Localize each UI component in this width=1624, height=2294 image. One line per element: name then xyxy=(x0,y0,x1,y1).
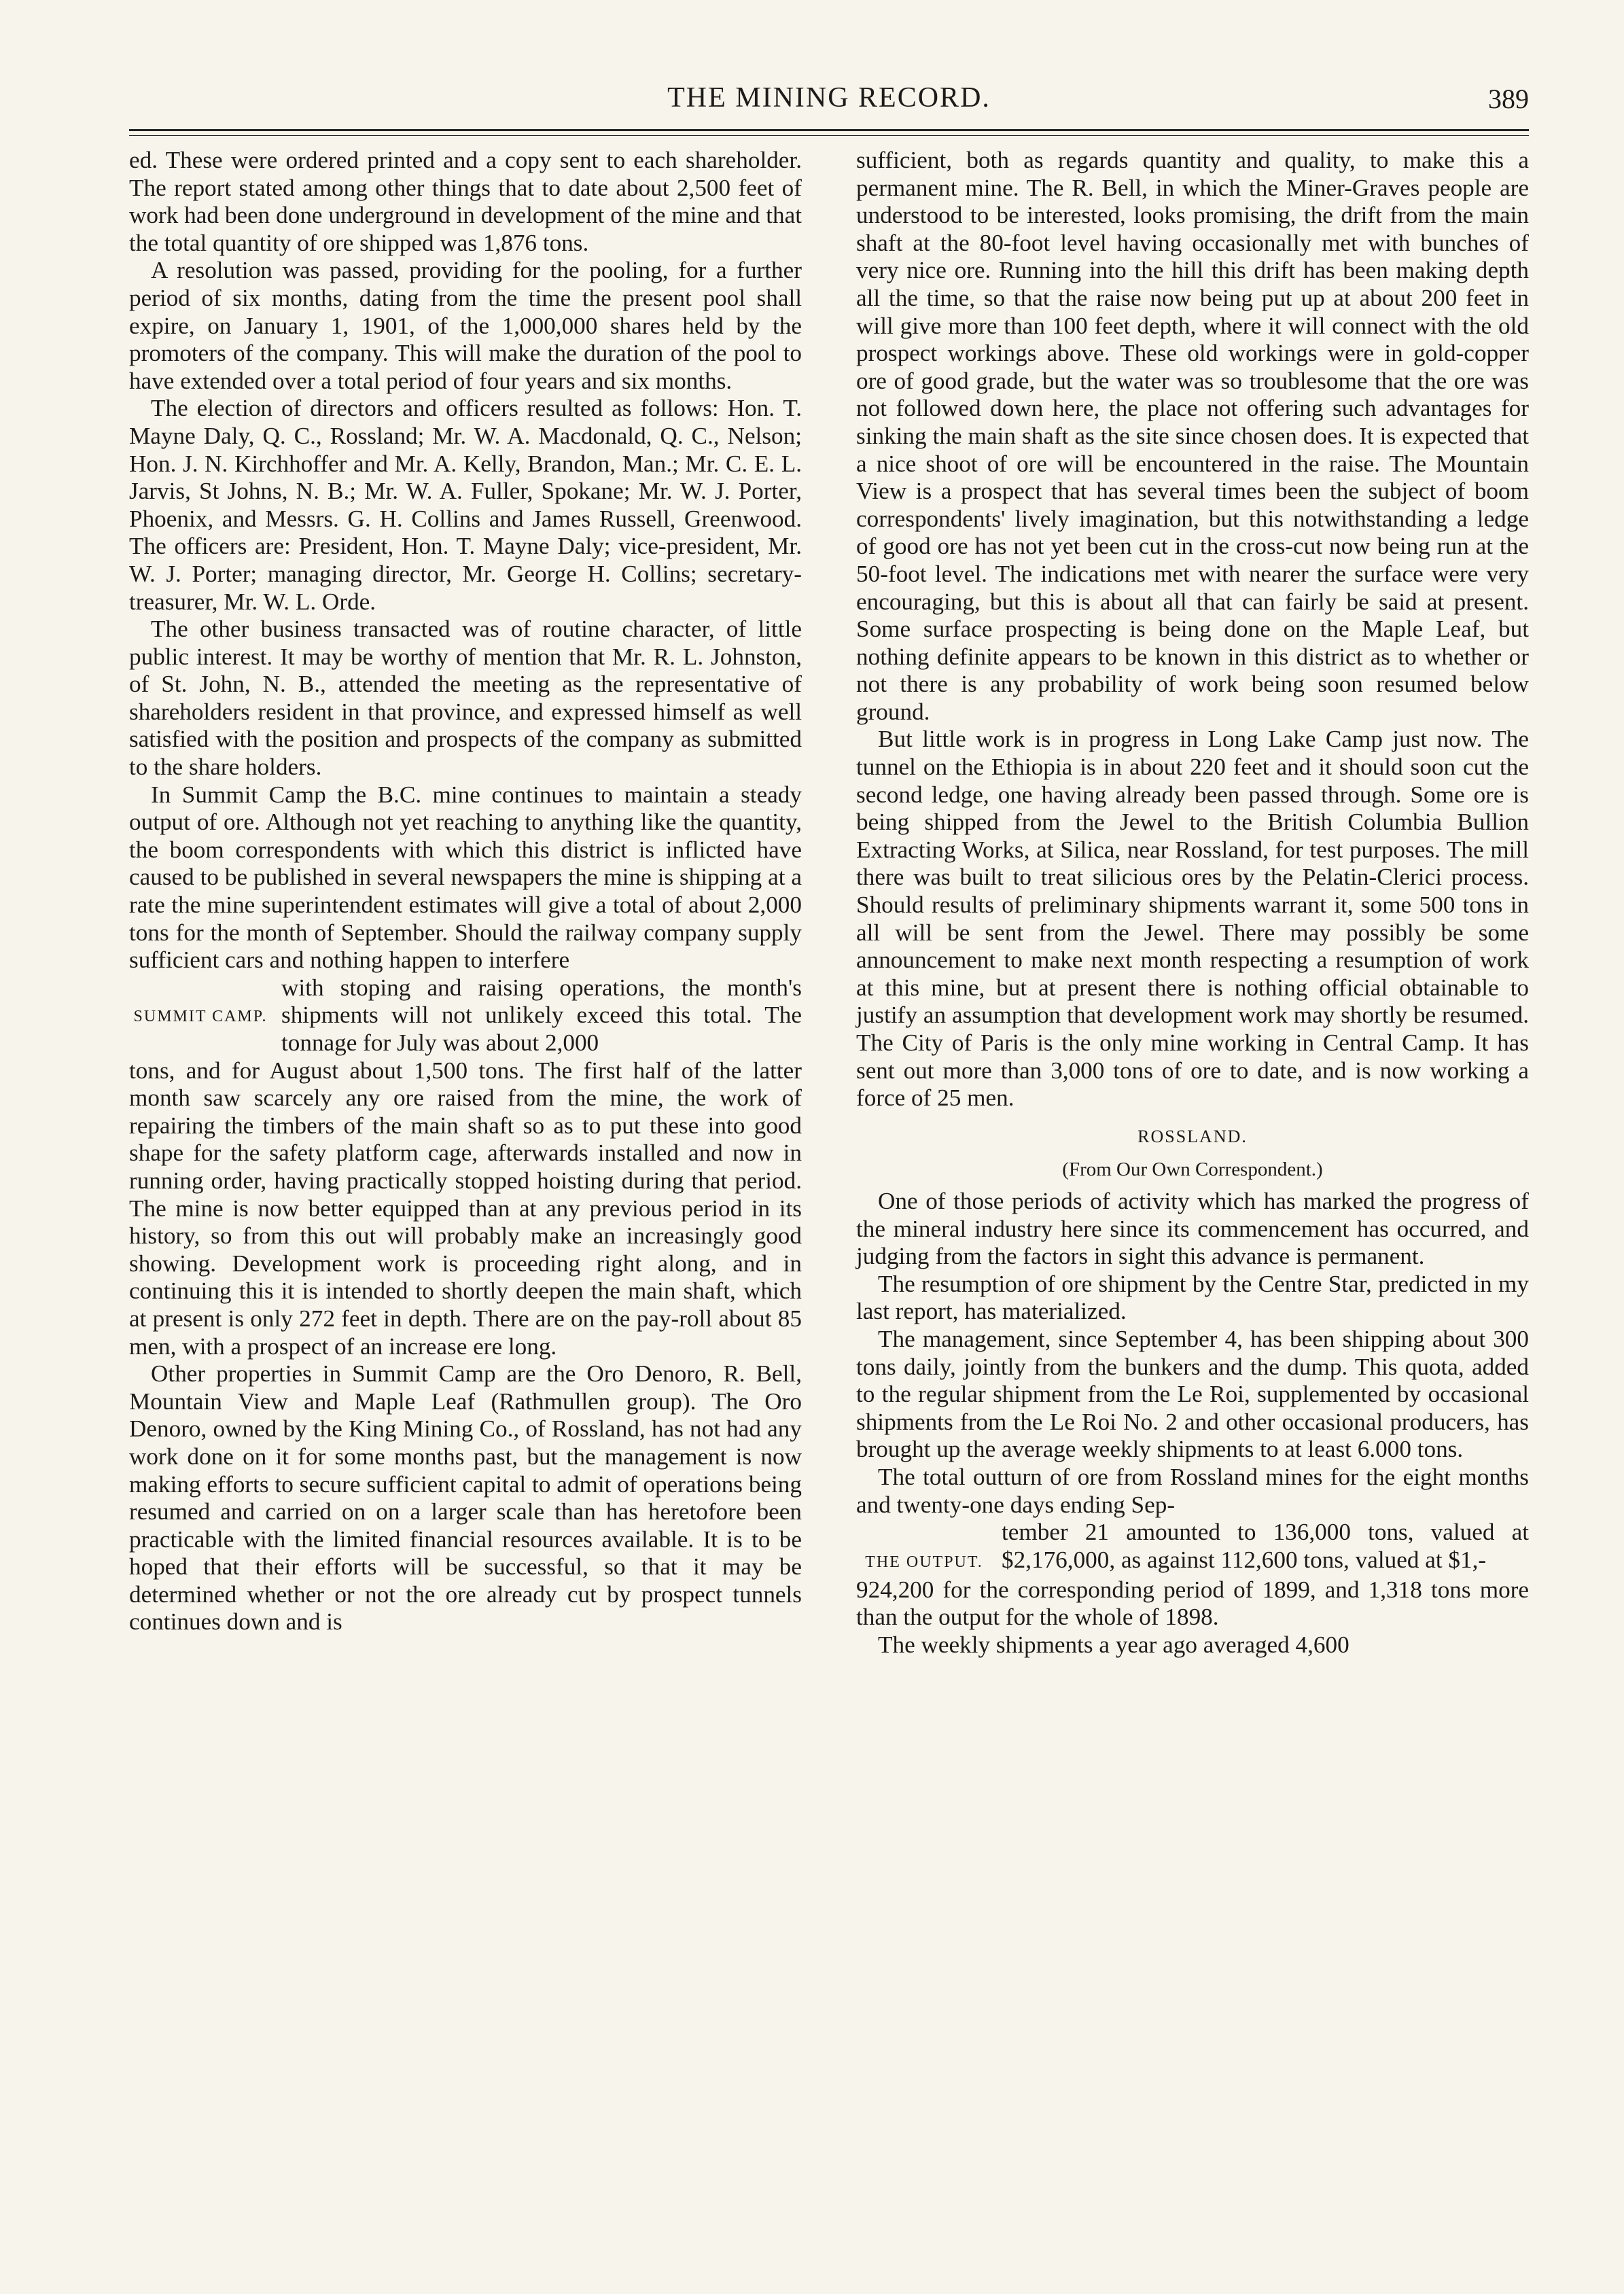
paragraph: The total outturn of ore from Rossland mines for the eight months and twenty-one days ending Sep- xyxy=(856,1463,1529,1518)
paragraph: In Summit Camp the B.C. mine continues to maintain a steady output of ore. Although not yet reaching to anything like the quantity, the boom correspondents with which this district is inflicted have caused to be published in several newspapers the mine is shipping at a rate the mine superintendent estimates will give a total of about 2,000 tons for the month of September. Should the railway company supply sufficient cars and nothing happen to interfere xyxy=(129,781,802,974)
paragraph: tons, and for August about 1,500 tons. The first half of the latter month saw scarcely any ore raised from the mine, the work of repairing the timbers of the main shaft so as to put these into good shape for the safety platform cage, afterwards installed and now in running order, having practically stopped hoisting during that period. The mine is now better equipped than at any previous period in its history, so from this out will probably make an increasingly good showing. Development work is proceeding right along, and in continuing this it is intended to shortly deepen the main shaft, which at present is only 272 feet in depth. There are on the pay-roll about 85 men, with a prospect of an increase ere long. xyxy=(129,1057,802,1360)
paragraph: The management, since September 4, has been shipping about 300 tons daily, jointly from the bunkers and the dump. This quota, added to the regular shipment from the Le Roi, supplemented by occasional shipments from the Le Roi No. 2 and other occasional producers, has brought up the average weekly shipments to at least 6.000 tons. xyxy=(856,1325,1529,1463)
paragraph: One of those periods of activity which has marked the progress of the mineral industry here since its commencement has occurred, and judging from the factors in sight this advance is permanent. xyxy=(856,1187,1529,1270)
paragraph: But little work is in progress in Long Lake Camp just now. The tunnel on the Ethiopia is in about 220 feet and it should soon cut the second ledge, one having already been passed through. Some ore is being shipped from the Jewel to the British Columbia Bullion Extracting Works, at Silica, near Rossland, for test purposes. The mill there was built to treat silicious ores by the Pelatin-Clerici process. Should results of preliminary shipments warrant it, some 500 tons in all will be sent from the Jewel. There may possibly be some announcement to make next month respecting a resumption of work at this mine, but at present there is nothing official obtainable to justify an assumption that development work may shortly be resumed. The City of Paris is the only mine working in Central Camp. It has sent out more than 3,000 tons of ore to date, and is now working a force of 25 men. xyxy=(856,726,1529,1112)
journal-title: THE MINING RECORD. xyxy=(667,82,991,113)
left-column xyxy=(129,147,802,1636)
paragraph: The weekly shipments a year ago averaged 4,600 xyxy=(878,1631,1349,1658)
paragraph-beside-note: tember 21 amounted to 136,000 tons, valued at $2,176,000, as against 112,600 tons, valued at $1,- xyxy=(1002,1519,1529,1573)
page-number: 389 xyxy=(1488,84,1529,114)
paragraph: sufficient, both as regards quantity and quality, to make this a permanent mine. The R. Bell, in which the Miner-Graves people are understood to be interested, looks promising, the drift from the main shaft at the 80-foot level having occasionally met with bunches of very nice ore. Running into the hill this drift has been making depth all the time, so that the raise now being put up at about 200 feet in will give more than 100 feet depth, where it will connect with the old prospect workings above. These old workings were in gold-copper ore of good grade, but the water was so troublesome that the ore was not followed down here, the place not offering such advantages for sinking the main shaft as the site since chosen does. It is expected that a nice shoot of ore will be encountered in the raise. The Mountain View is a prospect that has several times been the subject of boom correspondents' lively imagination, but this notwithstanding a ledge of good ore has not yet been cut in the cross-cut now being run at the 50-foot level. The indications met with nearer the surface were very encouraging, but this is about all that can fairly be said at present. Some surface prospecting is being done on the Maple Leaf, but nothing definite appears to be known in this district as to whether or not there is any probability of work being soon resumed below ground. xyxy=(856,147,1529,725)
paragraph: Other properties in Summit Camp are the Oro Denoro, R. Bell, Mountain View and Maple Leaf (Rathmullen group). The Oro Denoro, owned by the King Mining Co., of Rossland, has not had any work done on it for some months past, but the management is now making efforts to secure sufficient capital to admit of operations being resumed and carried on on a larger scale than has heretofore been practicable with the limited financial resources available. It is to be hoped that their efforts will be successful, so that it may be determined whether or not the ore already cut by prospect tunnels continues down and is xyxy=(129,1360,802,1636)
header-rule-thin xyxy=(129,135,1529,136)
paragraph: The election of directors and officers resulted as follows: Hon. T. Mayne Daly, Q. C., Rossland; Mr. W. A. Macdonald, Q. C., Nelson; Hon. J. N. Kirchhoffer and Mr. A. Kelly, Brandon, Man.; Mr. C. E. L. Jarvis, St Johns, N. B.; Mr. W. A. Fuller, Spokane; Mr. W. J. Porter, Phoenix, and Messrs. G. H. Collins and James Russell, Greenwood. The officers are: President, Hon. T. Mayne Daly; vice-president, Mr. W. J. Porter; managing director, Mr. George H. Collins; secretary-treasurer, Mr. W. L. Orde. xyxy=(129,395,802,615)
section-subheading: (From Our Own Correspondent.) xyxy=(1062,1159,1323,1181)
article-body xyxy=(129,147,1529,2251)
summit-camp-block xyxy=(129,974,802,1057)
paragraph: The other business transacted was of routine character, of little public interest. It may be worthy of mention that Mr. R. L. Johnston, of St. John, N. B., attended the meeting as the representative of shareholders resident in that province, and expressed himself as well satisfied with the position and prospects of the company as submitted to the share holders. xyxy=(129,616,802,781)
paragraph: The resumption of ore shipment by the Centre Star, predicted in my last report, has materialized. xyxy=(856,1270,1529,1325)
margin-note-the-output: THE OUTPUT. xyxy=(865,1553,983,1572)
right-column xyxy=(856,147,1529,1659)
header-rule xyxy=(129,129,1529,131)
paragraph: 924,200 for the corresponding period of 1899, and 1,318 tons more than the output for the whole of 1898. xyxy=(856,1576,1529,1631)
output-block xyxy=(856,1519,1529,1576)
paragraph: ed. These were ordered printed and a copy sent to each shareholder. The report stated among other things that to date about 2,500 feet of work had been done underground in development of the mine and that the total quantity of ore shipped was 1,876 tons. xyxy=(129,147,802,256)
paragraph: A resolution was passed, providing for the pooling, for a further period of six months, dating from the time the present pool shall expire, on January 1, 1901, of the 1,000,000 shares held by the promoters of the company. This will make the duration of the pool to have extended over a total period of four years and six months. xyxy=(129,257,802,394)
paragraph-beside-note: with stoping and raising operations, the month's shipments will not unlikely exceed this total. The tonnage for July was about 2,000 xyxy=(281,974,802,1056)
margin-note-summit-camp: SUMMIT CAMP. xyxy=(133,1007,268,1025)
section-heading-rossland: ROSSLAND. xyxy=(1137,1126,1248,1146)
page xyxy=(129,82,1529,2256)
running-head xyxy=(129,82,1529,129)
